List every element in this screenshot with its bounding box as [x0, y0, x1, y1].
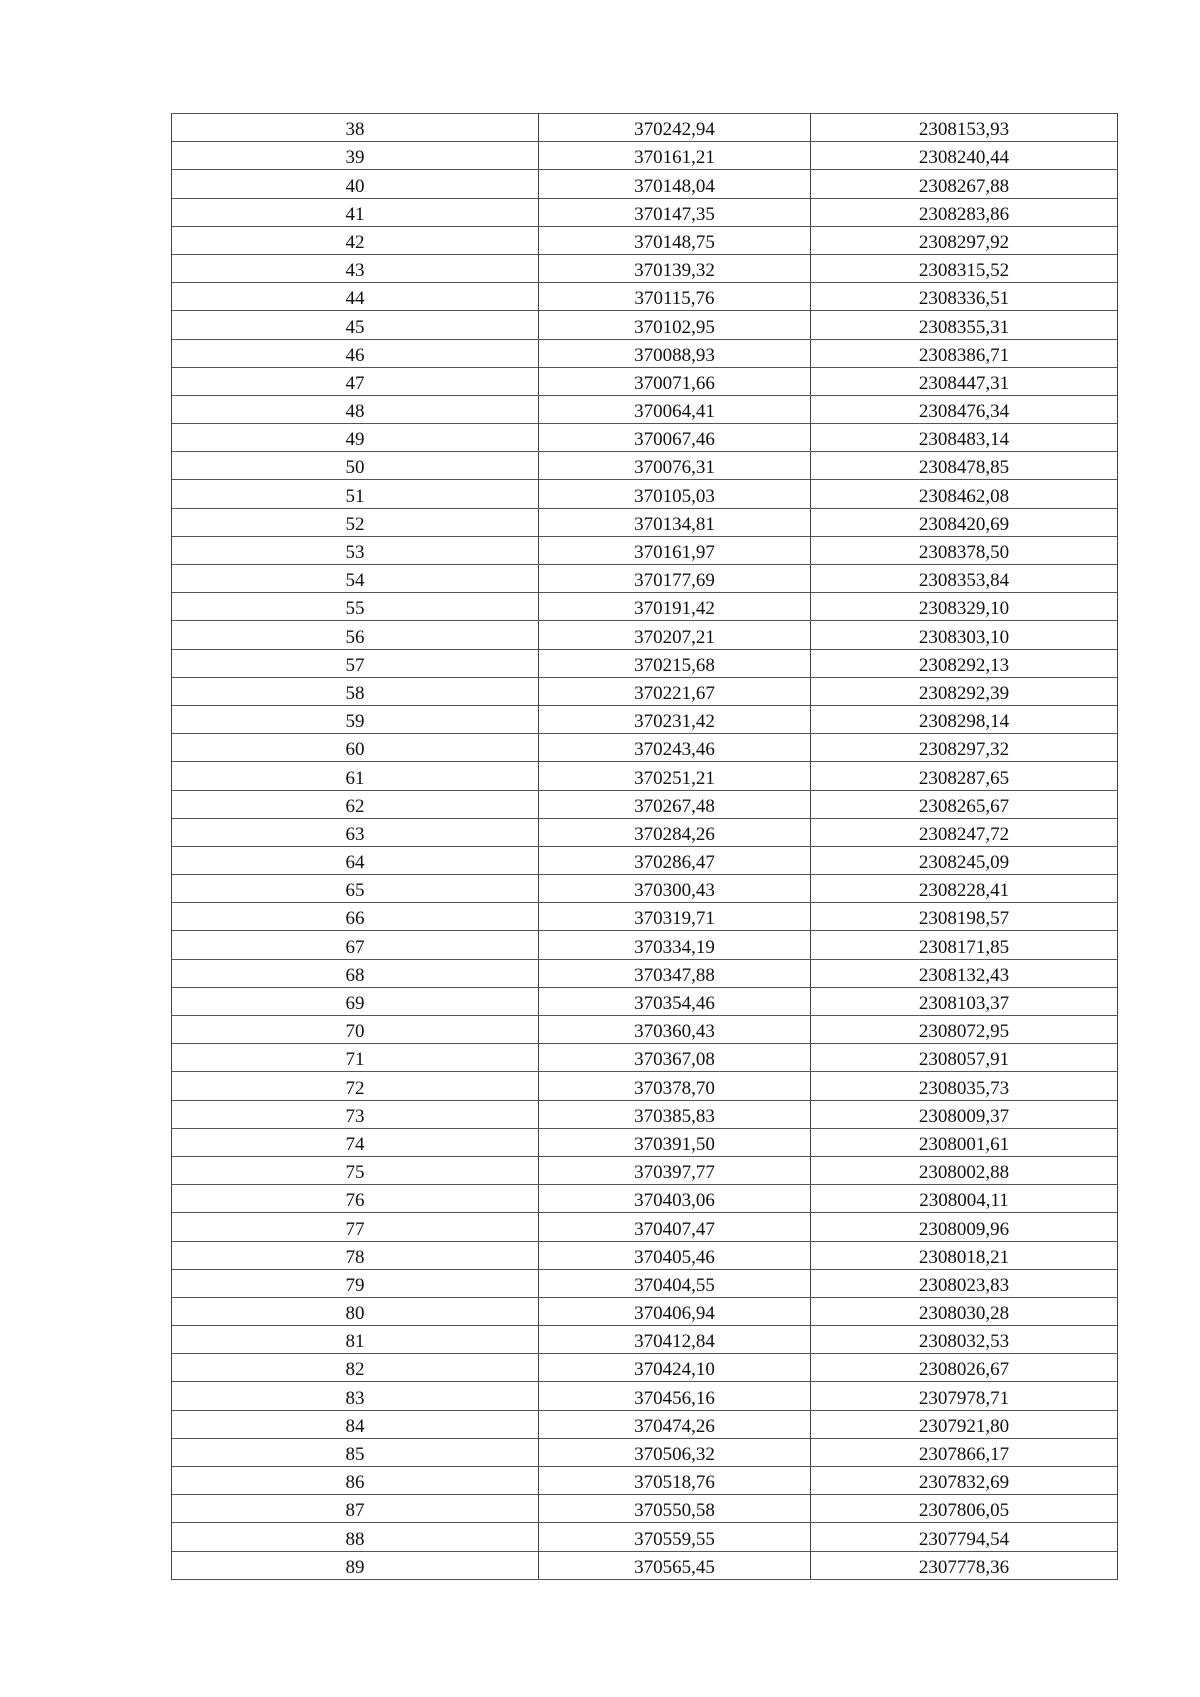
table-row	[172, 649, 1118, 677]
table-row	[172, 1156, 1118, 1184]
point-number-cell: 83	[172, 1382, 539, 1410]
y-coordinate-cell: 2308009,37	[811, 1100, 1118, 1128]
y-coordinate-cell: 2307921,80	[811, 1410, 1118, 1438]
table-row	[172, 705, 1118, 733]
point-number-cell: 78	[172, 1241, 539, 1269]
point-number-cell: 70	[172, 1016, 539, 1044]
point-number-cell: 47	[172, 367, 539, 395]
x-coordinate-cell: 370242,94	[539, 114, 811, 142]
point-number-cell: 79	[172, 1269, 539, 1297]
table-row	[172, 395, 1118, 423]
point-number-cell: 71	[172, 1044, 539, 1072]
table-row	[172, 1269, 1118, 1297]
y-coordinate-cell: 2308336,51	[811, 283, 1118, 311]
y-coordinate-cell: 2307866,17	[811, 1438, 1118, 1466]
table-row	[172, 1410, 1118, 1438]
table-row	[172, 1016, 1118, 1044]
point-number-cell: 38	[172, 114, 539, 142]
y-coordinate-cell: 2308292,39	[811, 677, 1118, 705]
table-row	[172, 1072, 1118, 1100]
point-number-cell: 56	[172, 621, 539, 649]
x-coordinate-cell: 370243,46	[539, 734, 811, 762]
table-row	[172, 1326, 1118, 1354]
table-row	[172, 424, 1118, 452]
table-row	[172, 480, 1118, 508]
y-coordinate-cell: 2308353,84	[811, 565, 1118, 593]
y-coordinate-cell: 2308386,71	[811, 339, 1118, 367]
y-coordinate-cell: 2308057,91	[811, 1044, 1118, 1072]
x-coordinate-cell: 370354,46	[539, 987, 811, 1015]
table-row	[172, 1213, 1118, 1241]
x-coordinate-cell: 370474,26	[539, 1410, 811, 1438]
x-coordinate-cell: 370319,71	[539, 903, 811, 931]
point-number-cell: 63	[172, 818, 539, 846]
x-coordinate-cell: 370506,32	[539, 1438, 811, 1466]
table-row	[172, 1467, 1118, 1495]
x-coordinate-cell: 370300,43	[539, 875, 811, 903]
point-number-cell: 86	[172, 1467, 539, 1495]
point-number-cell: 60	[172, 734, 539, 762]
x-coordinate-cell: 370405,46	[539, 1241, 811, 1269]
point-number-cell: 68	[172, 959, 539, 987]
table-row	[172, 931, 1118, 959]
table-row	[172, 254, 1118, 282]
y-coordinate-cell: 2308447,31	[811, 367, 1118, 395]
table-row	[172, 959, 1118, 987]
x-coordinate-cell: 370347,88	[539, 959, 811, 987]
y-coordinate-cell: 2307832,69	[811, 1467, 1118, 1495]
table-row	[172, 734, 1118, 762]
point-number-cell: 55	[172, 593, 539, 621]
point-number-cell: 77	[172, 1213, 539, 1241]
x-coordinate-cell: 370412,84	[539, 1326, 811, 1354]
y-coordinate-cell: 2308228,41	[811, 875, 1118, 903]
point-number-cell: 54	[172, 565, 539, 593]
point-number-cell: 82	[172, 1354, 539, 1382]
point-number-cell: 44	[172, 283, 539, 311]
x-coordinate-cell: 370397,77	[539, 1156, 811, 1184]
x-coordinate-cell: 370404,55	[539, 1269, 811, 1297]
x-coordinate-cell: 370071,66	[539, 367, 811, 395]
point-number-cell: 65	[172, 875, 539, 903]
point-number-cell: 66	[172, 903, 539, 931]
x-coordinate-cell: 370088,93	[539, 339, 811, 367]
point-number-cell: 74	[172, 1128, 539, 1156]
table-row	[172, 1551, 1118, 1579]
y-coordinate-cell: 2308072,95	[811, 1016, 1118, 1044]
point-number-cell: 45	[172, 311, 539, 339]
point-number-cell: 73	[172, 1100, 539, 1128]
y-coordinate-cell: 2308023,83	[811, 1269, 1118, 1297]
point-number-cell: 43	[172, 254, 539, 282]
table-row	[172, 565, 1118, 593]
x-coordinate-cell: 370207,21	[539, 621, 811, 649]
coordinates-table-body	[172, 114, 1118, 1580]
x-coordinate-cell: 370391,50	[539, 1128, 811, 1156]
x-coordinate-cell: 370148,04	[539, 170, 811, 198]
point-number-cell: 81	[172, 1326, 539, 1354]
point-number-cell: 41	[172, 198, 539, 226]
x-coordinate-cell: 370518,76	[539, 1467, 811, 1495]
table-row	[172, 142, 1118, 170]
y-coordinate-cell: 2307978,71	[811, 1382, 1118, 1410]
y-coordinate-cell: 2307806,05	[811, 1495, 1118, 1523]
point-number-cell: 51	[172, 480, 539, 508]
y-coordinate-cell: 2308329,10	[811, 593, 1118, 621]
table-row	[172, 1438, 1118, 1466]
x-coordinate-cell: 370267,48	[539, 790, 811, 818]
table-row	[172, 903, 1118, 931]
x-coordinate-cell: 370191,42	[539, 593, 811, 621]
x-coordinate-cell: 370456,16	[539, 1382, 811, 1410]
y-coordinate-cell: 2308303,10	[811, 621, 1118, 649]
point-number-cell: 40	[172, 170, 539, 198]
x-coordinate-cell: 370286,47	[539, 846, 811, 874]
x-coordinate-cell: 370161,97	[539, 536, 811, 564]
x-coordinate-cell: 370134,81	[539, 508, 811, 536]
y-coordinate-cell: 2308355,31	[811, 311, 1118, 339]
x-coordinate-cell: 370407,47	[539, 1213, 811, 1241]
point-number-cell: 75	[172, 1156, 539, 1184]
table-row	[172, 1044, 1118, 1072]
table-row	[172, 367, 1118, 395]
y-coordinate-cell: 2308287,65	[811, 762, 1118, 790]
table-row	[172, 1100, 1118, 1128]
point-number-cell: 58	[172, 677, 539, 705]
point-number-cell: 48	[172, 395, 539, 423]
y-coordinate-cell: 2308132,43	[811, 959, 1118, 987]
table-row	[172, 593, 1118, 621]
y-coordinate-cell: 2308030,28	[811, 1297, 1118, 1325]
point-number-cell: 49	[172, 424, 539, 452]
x-coordinate-cell: 370367,08	[539, 1044, 811, 1072]
x-coordinate-cell: 370139,32	[539, 254, 811, 282]
x-coordinate-cell: 370076,31	[539, 452, 811, 480]
table-row	[172, 1354, 1118, 1382]
x-coordinate-cell: 370360,43	[539, 1016, 811, 1044]
y-coordinate-cell: 2308198,57	[811, 903, 1118, 931]
table-row	[172, 846, 1118, 874]
point-number-cell: 67	[172, 931, 539, 959]
x-coordinate-cell: 370148,75	[539, 226, 811, 254]
y-coordinate-cell: 2308247,72	[811, 818, 1118, 846]
table-row	[172, 1495, 1118, 1523]
y-coordinate-cell: 2308378,50	[811, 536, 1118, 564]
table-row	[172, 1185, 1118, 1213]
table-row	[172, 621, 1118, 649]
table-row	[172, 987, 1118, 1015]
y-coordinate-cell: 2308283,86	[811, 198, 1118, 226]
y-coordinate-cell: 2307778,36	[811, 1551, 1118, 1579]
x-coordinate-cell: 370105,03	[539, 480, 811, 508]
y-coordinate-cell: 2308297,32	[811, 734, 1118, 762]
coordinates-table	[171, 113, 1118, 1580]
point-number-cell: 46	[172, 339, 539, 367]
x-coordinate-cell: 370284,26	[539, 818, 811, 846]
x-coordinate-cell: 370378,70	[539, 1072, 811, 1100]
point-number-cell: 59	[172, 705, 539, 733]
table-row	[172, 875, 1118, 903]
x-coordinate-cell: 370385,83	[539, 1100, 811, 1128]
table-row	[172, 452, 1118, 480]
table-row	[172, 1128, 1118, 1156]
x-coordinate-cell: 370251,21	[539, 762, 811, 790]
table-row	[172, 114, 1118, 142]
point-number-cell: 85	[172, 1438, 539, 1466]
y-coordinate-cell: 2308298,14	[811, 705, 1118, 733]
x-coordinate-cell: 370215,68	[539, 649, 811, 677]
x-coordinate-cell: 370559,55	[539, 1523, 811, 1551]
y-coordinate-cell: 2308240,44	[811, 142, 1118, 170]
y-coordinate-cell: 2308462,08	[811, 480, 1118, 508]
point-number-cell: 72	[172, 1072, 539, 1100]
table-row	[172, 818, 1118, 846]
y-coordinate-cell: 2308018,21	[811, 1241, 1118, 1269]
y-coordinate-cell: 2308002,88	[811, 1156, 1118, 1184]
x-coordinate-cell: 370115,76	[539, 283, 811, 311]
table-row	[172, 1241, 1118, 1269]
table-row	[172, 198, 1118, 226]
y-coordinate-cell: 2308265,67	[811, 790, 1118, 818]
y-coordinate-cell: 2308171,85	[811, 931, 1118, 959]
point-number-cell: 62	[172, 790, 539, 818]
table-row	[172, 790, 1118, 818]
point-number-cell: 84	[172, 1410, 539, 1438]
table-row	[172, 677, 1118, 705]
table-row	[172, 536, 1118, 564]
point-number-cell: 42	[172, 226, 539, 254]
x-coordinate-cell: 370161,21	[539, 142, 811, 170]
table-row	[172, 762, 1118, 790]
y-coordinate-cell: 2308035,73	[811, 1072, 1118, 1100]
y-coordinate-cell: 2308026,67	[811, 1354, 1118, 1382]
x-coordinate-cell: 370334,19	[539, 931, 811, 959]
y-coordinate-cell: 2307794,54	[811, 1523, 1118, 1551]
table-row	[172, 311, 1118, 339]
table-row	[172, 1382, 1118, 1410]
point-number-cell: 50	[172, 452, 539, 480]
x-coordinate-cell: 370064,41	[539, 395, 811, 423]
y-coordinate-cell: 2308315,52	[811, 254, 1118, 282]
point-number-cell: 52	[172, 508, 539, 536]
point-number-cell: 87	[172, 1495, 539, 1523]
x-coordinate-cell: 370231,42	[539, 705, 811, 733]
y-coordinate-cell: 2308476,34	[811, 395, 1118, 423]
x-coordinate-cell: 370403,06	[539, 1185, 811, 1213]
table-row	[172, 1297, 1118, 1325]
x-coordinate-cell: 370067,46	[539, 424, 811, 452]
table-row	[172, 1523, 1118, 1551]
point-number-cell: 69	[172, 987, 539, 1015]
point-number-cell: 89	[172, 1551, 539, 1579]
x-coordinate-cell: 370147,35	[539, 198, 811, 226]
y-coordinate-cell: 2308420,69	[811, 508, 1118, 536]
x-coordinate-cell: 370424,10	[539, 1354, 811, 1382]
y-coordinate-cell: 2308032,53	[811, 1326, 1118, 1354]
x-coordinate-cell: 370550,58	[539, 1495, 811, 1523]
y-coordinate-cell: 2308292,13	[811, 649, 1118, 677]
x-coordinate-cell: 370102,95	[539, 311, 811, 339]
point-number-cell: 64	[172, 846, 539, 874]
y-coordinate-cell: 2308153,93	[811, 114, 1118, 142]
y-coordinate-cell: 2308483,14	[811, 424, 1118, 452]
y-coordinate-cell: 2308001,61	[811, 1128, 1118, 1156]
point-number-cell: 88	[172, 1523, 539, 1551]
point-number-cell: 53	[172, 536, 539, 564]
y-coordinate-cell: 2308267,88	[811, 170, 1118, 198]
point-number-cell: 76	[172, 1185, 539, 1213]
y-coordinate-cell: 2308245,09	[811, 846, 1118, 874]
y-coordinate-cell: 2308478,85	[811, 452, 1118, 480]
table-row	[172, 508, 1118, 536]
point-number-cell: 57	[172, 649, 539, 677]
x-coordinate-cell: 370221,67	[539, 677, 811, 705]
point-number-cell: 61	[172, 762, 539, 790]
table-row	[172, 339, 1118, 367]
point-number-cell: 80	[172, 1297, 539, 1325]
y-coordinate-cell: 2308103,37	[811, 987, 1118, 1015]
point-number-cell: 39	[172, 142, 539, 170]
y-coordinate-cell: 2308297,92	[811, 226, 1118, 254]
y-coordinate-cell: 2308004,11	[811, 1185, 1118, 1213]
table-row	[172, 170, 1118, 198]
x-coordinate-cell: 370406,94	[539, 1297, 811, 1325]
y-coordinate-cell: 2308009,96	[811, 1213, 1118, 1241]
table-row	[172, 226, 1118, 254]
x-coordinate-cell: 370565,45	[539, 1551, 811, 1579]
table-row	[172, 283, 1118, 311]
x-coordinate-cell: 370177,69	[539, 565, 811, 593]
